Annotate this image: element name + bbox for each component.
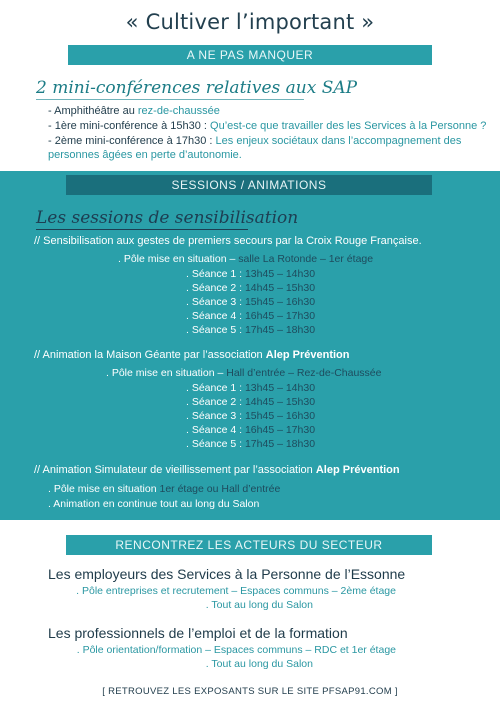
conference-line: - 1ère mini-conférence à 15h30 : Qu’est-ce que travailler des les Services à la Personne ?: [48, 120, 487, 132]
footer-website-note: [ RETROUVEZ LES EXPOSANTS SUR LE SITE PFSAP91.COM ]: [102, 686, 398, 697]
professionals-title: Les professionnels de l’emploi et de la formation: [48, 625, 348, 641]
seance-row: . Séance 4 : 16h45 – 17h30: [186, 310, 316, 322]
seance-row: . Séance 2 : 14h45 – 15h30: [186, 396, 316, 408]
section-banner-sessions: SESSIONS / ANIMATIONS: [66, 175, 432, 195]
sessions-heading-underline: [36, 229, 248, 230]
seance-row: . Séance 1 : 13h45 – 14h30: [186, 382, 316, 394]
page-title: « Cultiver l’important »: [125, 10, 375, 34]
pole-location: . Pôle mise en situation – salle La Rotonde – 1er étage: [118, 253, 374, 265]
seance-row: . Séance 3 : 15h45 – 16h30: [186, 296, 316, 308]
section-banner-ne-pas-manquer: A NE PAS MANQUER: [68, 45, 432, 65]
conferences-heading-underline: [36, 99, 304, 100]
conference-line: personnes âgées en perte d’autonomie.: [48, 149, 242, 161]
professionals-detail: . Pôle orientation/formation – Espaces communs – RDC et 1er étage: [76, 644, 396, 656]
pole-location: . Pôle mise en situation – Hall d’entrée – Rez-de-Chaussée: [106, 367, 382, 379]
activity-title-croix-rouge: // Sensibilisation aux gestes de premiers secours par la Croix Rouge Française.: [34, 235, 422, 247]
professionals-duration: . Tout au long du Salon: [205, 658, 313, 670]
section-banner-rencontrez: RENCONTREZ LES ACTEURS DU SECTEUR: [66, 535, 432, 555]
conference-line: - 2ème mini-conférence à 17h30 : Les enjeux sociétaux dans l’accompagnement des: [48, 135, 462, 147]
seance-row: . Séance 4 : 16h45 – 17h30: [186, 424, 316, 436]
pole-location: . Pôle mise en situation 1er étage ou Hall d’entrée: [48, 483, 281, 495]
conference-line: - Amphithéâtre au rez-de-chaussée: [48, 105, 220, 117]
employers-title: Les employeurs des Services à la Personne de l’Essonne: [48, 566, 406, 582]
employers-detail: . Pôle entreprises et recrutement – Espaces communs – 2ème étage: [76, 585, 396, 597]
employers-duration: . Tout au long du Salon: [205, 599, 313, 611]
activity-title-simulateur: // Animation Simulateur de vieillissement par l’association Alep Prévention: [34, 464, 400, 476]
continuous-animation-note: . Animation en continue tout au long du Salon: [48, 498, 260, 510]
seance-row: . Séance 5 : 17h45 – 18h30: [186, 438, 316, 450]
activity-title-maison-geante: // Animation la Maison Géante par l’association Alep Prévention: [34, 349, 350, 361]
seance-row: . Séance 1 : 13h45 – 14h30: [186, 268, 316, 280]
seance-row: . Séance 2 : 14h45 – 15h30: [186, 282, 316, 294]
sessions-heading: Les sessions de sensibilisation: [36, 208, 299, 228]
seance-row: . Séance 5 : 17h45 – 18h30: [186, 324, 316, 336]
seance-row: . Séance 3 : 15h45 – 16h30: [186, 410, 316, 422]
conferences-heading: 2 mini-conférences relatives aux SAP: [36, 78, 358, 98]
